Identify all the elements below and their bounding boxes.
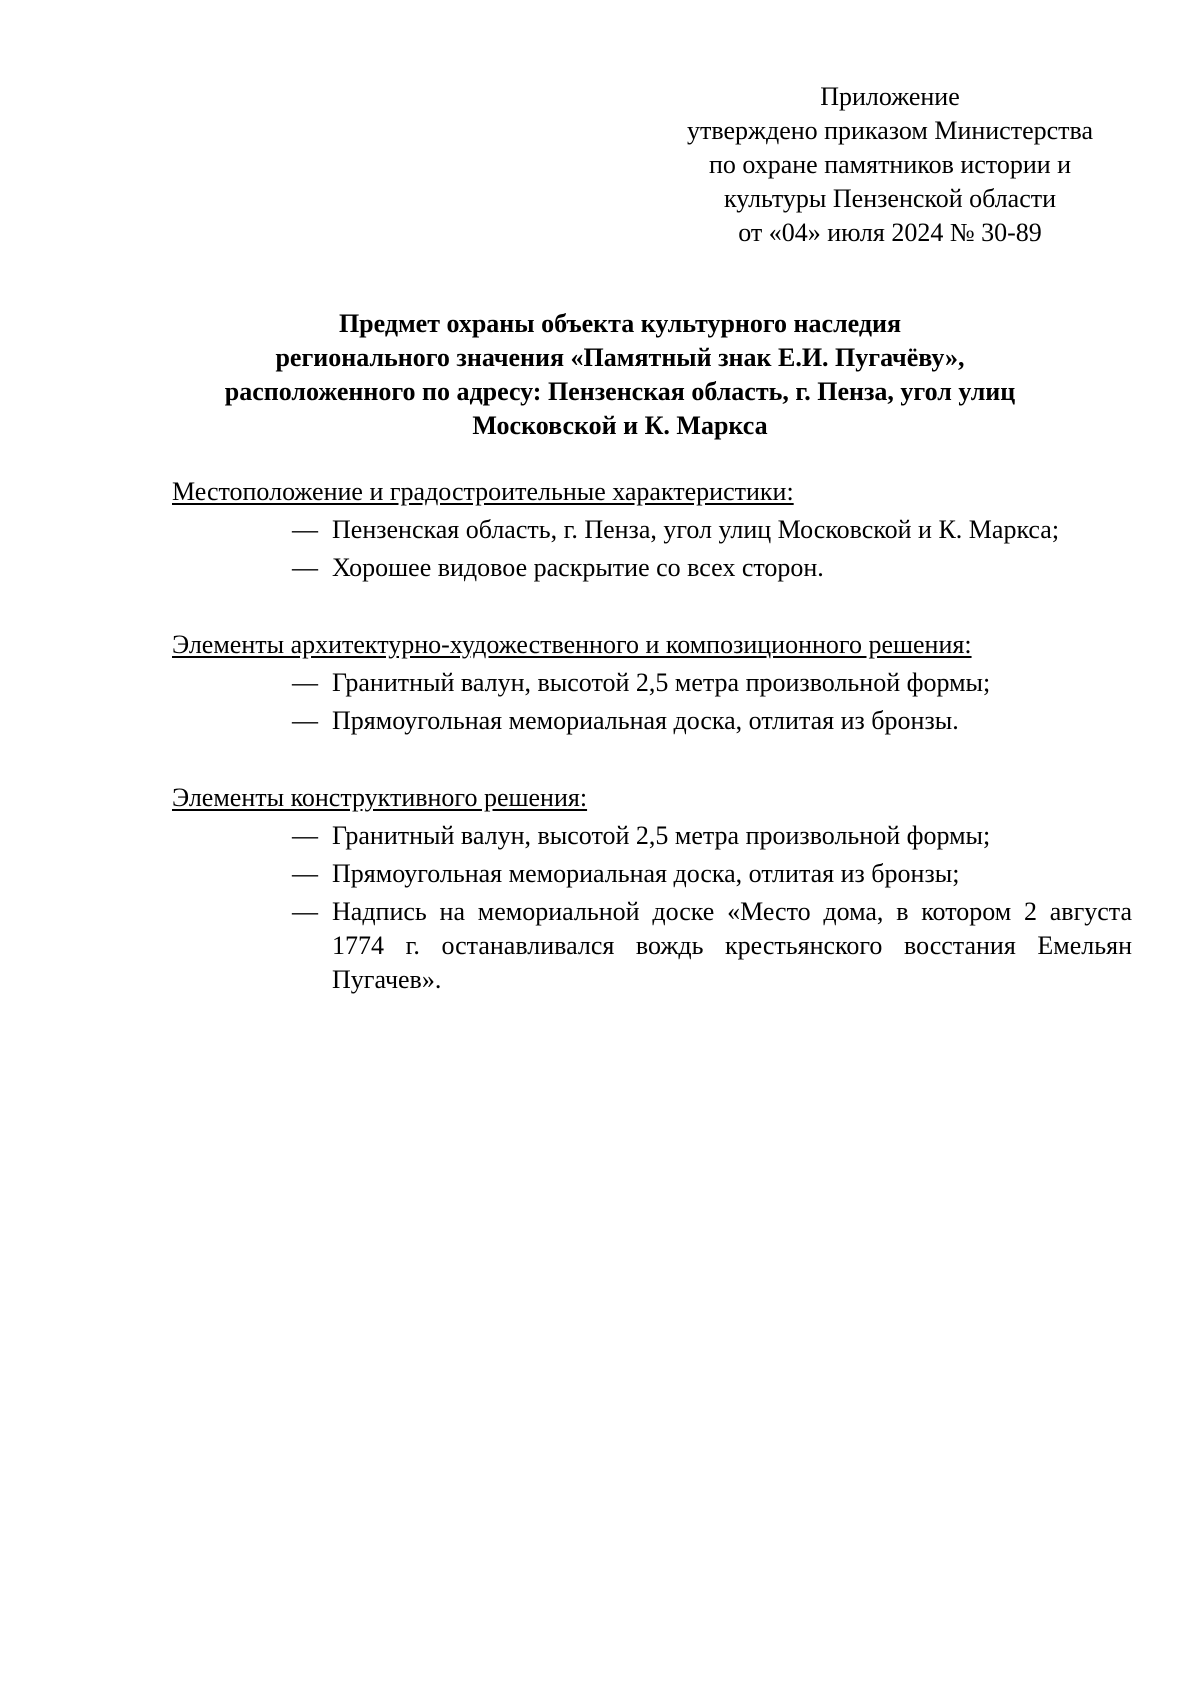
list-item <box>172 666 1132 700</box>
list-item <box>172 513 1132 547</box>
dash-bullet: — <box>292 668 318 697</box>
dash-bullet: — <box>292 897 318 926</box>
section-list <box>172 819 1132 997</box>
list-item <box>172 857 1132 891</box>
title-line-2: регионального значения «Памятный знак Е.И. Пугачёву», <box>275 343 965 372</box>
dash-bullet: — <box>292 821 318 850</box>
section-location <box>172 475 1122 589</box>
section-architectural <box>172 628 1122 742</box>
approval-line: утверждено приказом Министерства <box>686 116 1094 145</box>
section-heading: Элементы архитектурно-художественного и композиционного решения: <box>172 630 972 659</box>
title-line-3: расположенного по адресу: Пензенская область, г. Пенза, угол улиц <box>224 377 1016 406</box>
list-item-text: Хорошее видовое раскрытие со всех сторон. <box>332 553 824 582</box>
list-item <box>172 819 1132 853</box>
document-title <box>160 307 1080 443</box>
section-list <box>172 666 1122 738</box>
dash-bullet: — <box>292 706 318 735</box>
list-item <box>172 551 1132 585</box>
list-item-text: Гранитный валун, высотой 2,5 метра произвольной формы; <box>332 668 991 697</box>
appendix-header <box>630 80 1150 250</box>
list-item <box>172 704 1132 738</box>
dash-bullet: — <box>292 515 318 544</box>
title-line-1: Предмет охраны объекта культурного наследия <box>338 309 902 338</box>
section-constructive <box>172 781 1132 1001</box>
order-date-number: от «04» июля 2024 № 30-89 <box>738 218 1042 247</box>
list-item-text: Надпись на мемориальной доске «Место дома, в котором 2 августа 1774 г. останавливался вождь крестьянского восстания Емельян Пугачев». <box>332 897 1132 994</box>
region-line: культуры Пензенской области <box>723 184 1057 213</box>
dash-bullet: — <box>292 859 318 888</box>
list-item <box>172 895 1132 997</box>
section-heading: Местоположение и градостроительные характеристики: <box>172 477 794 506</box>
list-item-text: Гранитный валун, высотой 2,5 метра произвольной формы; <box>332 821 991 850</box>
list-item-text: Прямоугольная мемориальная доска, отлитая из бронзы; <box>332 859 960 888</box>
section-list <box>172 513 1122 585</box>
appendix-label: Приложение <box>820 82 960 111</box>
ministry-line: по охране памятников истории и <box>708 150 1072 179</box>
list-item-text: Пензенская область, г. Пенза, угол улиц Московской и К. Маркса; <box>332 515 1060 544</box>
title-line-4: Московской и К. Маркса <box>472 411 768 440</box>
section-heading: Элементы конструктивного решения: <box>172 783 588 812</box>
list-item-text: Прямоугольная мемориальная доска, отлитая из бронзы. <box>332 706 959 735</box>
dash-bullet: — <box>292 553 318 582</box>
